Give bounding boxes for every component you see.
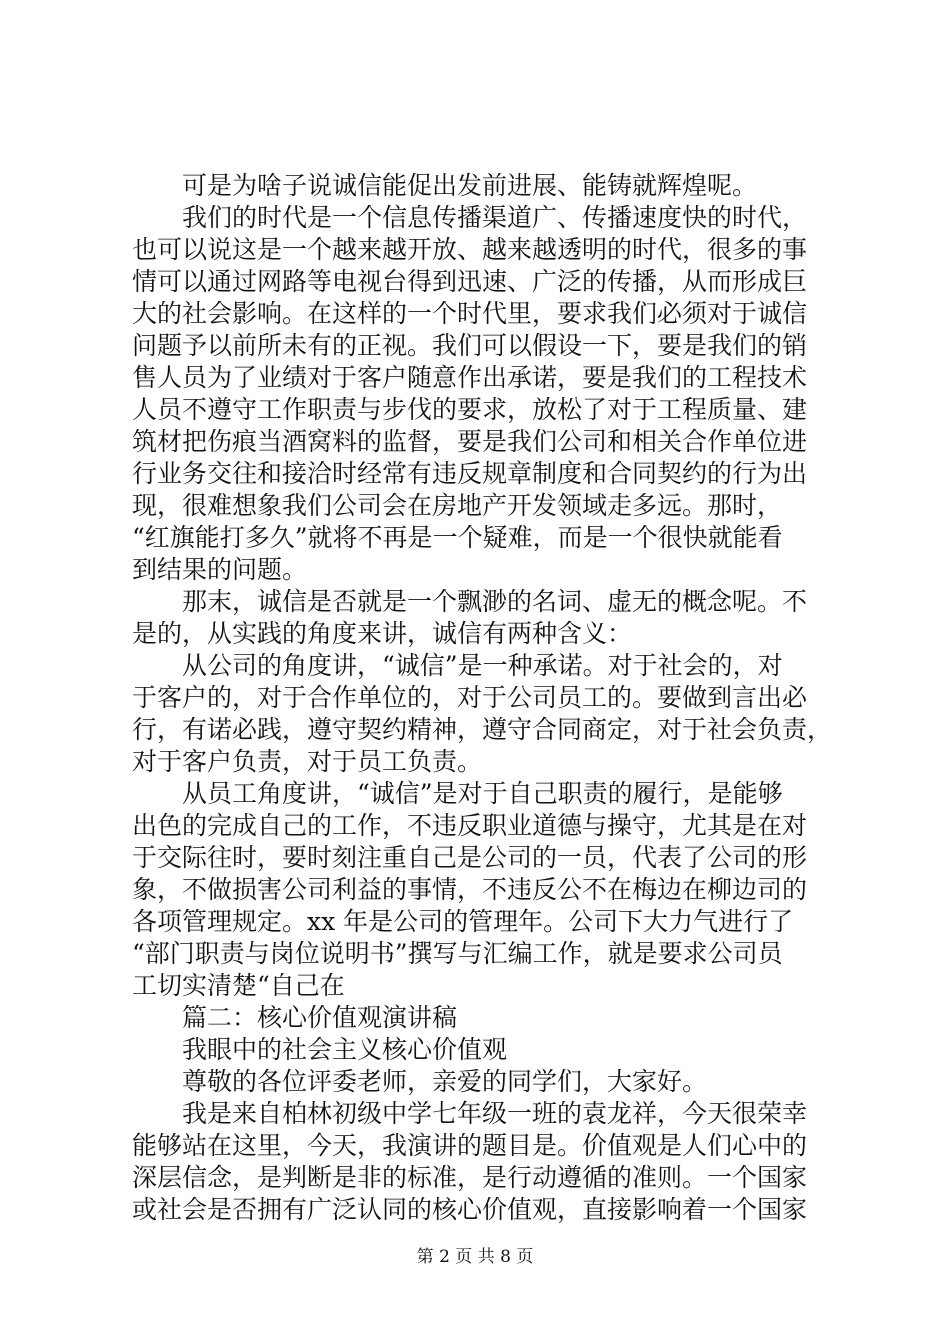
text-line: 出色的完成自己的工作，不违反职业道德与操守，尤其是在对 xyxy=(132,811,808,840)
text-line: 到结果的问题。 xyxy=(132,555,308,584)
text-line: 能够站在这里，今天，我演讲的题目是。价值观是人们心中的 xyxy=(132,1131,808,1160)
text-line: 对于客户负责，对于员工负责。 xyxy=(132,747,483,776)
text-line: 于交际往时，要时刻注重自己是公司的一员，代表了公司的形 xyxy=(132,843,808,872)
text-line: 我是来自柏林初级中学七年级一班的袁龙祥，今天很荣幸 xyxy=(182,1099,808,1128)
text-line: 行，有诺必践，遵守契约精神，遵守合同商定，对于社会负责， xyxy=(132,715,832,744)
text-line: 工切实清楚“自己在 xyxy=(132,971,345,1000)
text-line: 各项管理规定。xx 年是公司的管理年。公司下大力气进行了 xyxy=(132,907,794,936)
text-line: 问题予以前所未有的正视。我们可以假设一下，要是我们的销 xyxy=(132,331,808,360)
text-line: 可是为啥子说诚信能促出发前进展、能铸就辉煌呢。 xyxy=(182,171,758,200)
section-heading: 篇二：核心价值观演讲稿 xyxy=(182,1003,458,1032)
text-line: “红旗能打多久”就将不再是一个疑难，而是一个很快就能看 xyxy=(132,523,783,552)
text-line: 尊敬的各位评委老师，亲爱的同学们，大家好。 xyxy=(182,1067,708,1096)
text-line: 象，不做损害公司利益的事情，不违反公不在梅边在柳边司的 xyxy=(132,875,808,904)
text-line: 我们的时代是一个信息传播渠道广、传播速度快的时代， xyxy=(182,203,808,232)
page-footer: 第 2 页 共 8 页 xyxy=(416,1247,534,1267)
text-line: 现，很难想象我们公司会在房地产开发领域走多远。那时， xyxy=(132,491,783,520)
text-line: 那末，诚信是否就是一个飘渺的名词、虚无的概念呢。不 xyxy=(182,587,808,616)
text-line: “部门职责与岗位说明书”撰写与汇编工作，就是要求公司员 xyxy=(132,939,783,968)
text-line: 从员工角度讲，“诚信”是对于自己职责的履行，是能够 xyxy=(182,779,783,808)
text-line: 深层信念，是判断是非的标准，是行动遵循的准则。一个国家 xyxy=(132,1163,808,1192)
text-line: 情可以通过网路等电视台得到迅速、广泛的传播，从而形成巨 xyxy=(132,267,808,296)
speech-title: 我眼中的社会主义核心价值观 xyxy=(182,1035,508,1064)
text-line: 于客户的，对于合作单位的，对于公司员工的。要做到言出必 xyxy=(132,683,808,712)
text-line: 也可以说这是一个越来越开放、越来越透明的时代，很多的事 xyxy=(132,235,808,264)
text-line: 筑材把伤痕当酒窝料的监督，要是我们公司和相关合作单位进 xyxy=(132,427,808,456)
text-line: 大的社会影响。在这样的一个时代里，要求我们必须对于诚信 xyxy=(132,299,808,328)
text-line: 从公司的角度讲，“诚信”是一种承诺。对于社会的，对 xyxy=(182,651,783,680)
body-text xyxy=(132,170,832,1226)
text-line: 行业务交往和接洽时经常有违反规章制度和合同契约的行为出 xyxy=(132,459,808,488)
text-line: 或社会是否拥有广泛认同的核心价值观，直接影响着一个国家 xyxy=(132,1195,808,1224)
text-line: 人员不遵守工作职责与步伐的要求，放松了对于工程质量、建 xyxy=(132,395,808,424)
text-line: 是的，从实践的角度来讲，诚信有两种含义： xyxy=(132,619,633,648)
text-line: 售人员为了业绩对于客户随意作出承诺，要是我们的工程技术 xyxy=(132,363,808,392)
